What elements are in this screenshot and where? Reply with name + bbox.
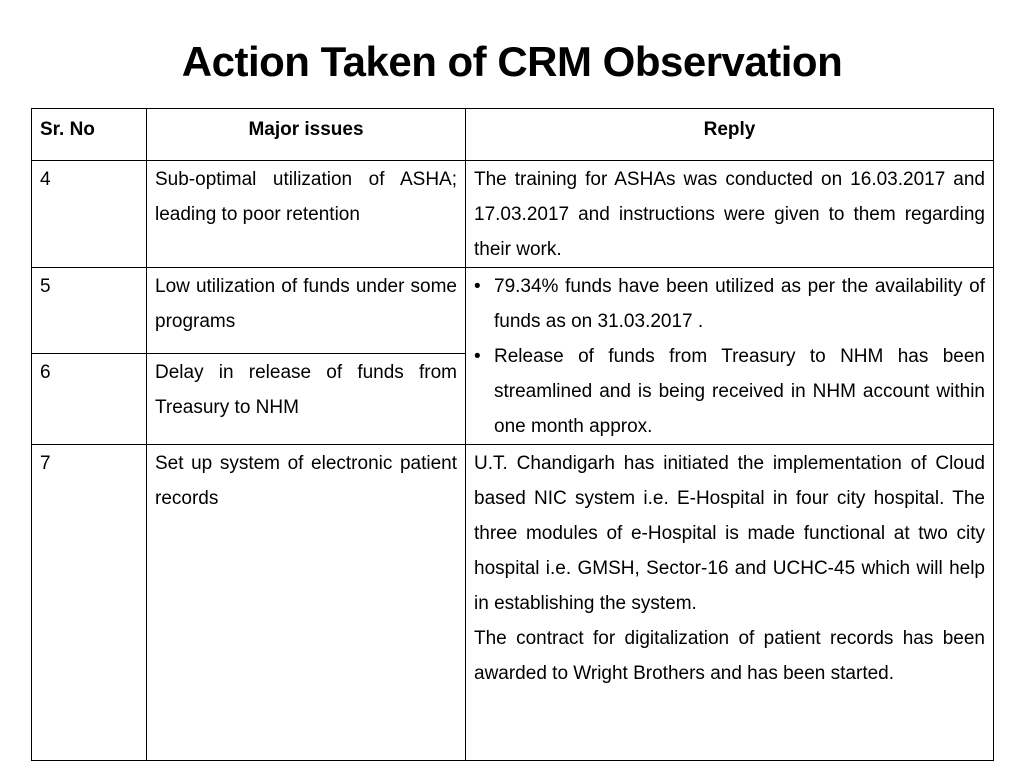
issue-cell: Set up system of electronic patient records	[147, 445, 466, 761]
reply-paragraph: The contract for digitalization of patient records has been awarded to Wright Brothers and has been started.	[474, 628, 985, 684]
header-sr-no: Sr. No	[32, 109, 147, 161]
table-row	[32, 161, 994, 268]
reply-cell	[466, 445, 994, 761]
issue-cell: Sub-optimal utilization of ASHA; leading to poor retention	[147, 161, 466, 268]
merged-reply-cell	[466, 268, 994, 445]
reply-paragraph: U.T. Chandigarh has initiated the implementation of Cloud based NIC system i.e. E-Hospital in four city hospital. The three modules of e-Hospital is made functional at two city hospital i.e. GMSH, Sector-16 and UCHC-45 which will help in establishing the system.	[474, 453, 985, 614]
issue-cell: Low utilization of funds under some programs	[147, 268, 466, 354]
sr-no-cell: 4	[32, 161, 147, 268]
bullet-icon: •	[474, 346, 481, 367]
sr-no-cell: 6	[32, 353, 147, 444]
reply-bullet-text: 79.34% funds have been utilized as per the availability of funds as on 31.03.2017 .	[494, 276, 985, 332]
sr-no-cell: 5	[32, 268, 147, 354]
crm-observation-table	[31, 108, 994, 761]
issue-cell: Delay in release of funds from Treasury to NHM	[147, 353, 466, 444]
header-major-issues: Major issues	[147, 109, 466, 161]
reply-bullet-item	[474, 339, 985, 444]
reply-bullet-list	[474, 269, 985, 444]
table-row	[32, 268, 994, 354]
reply-bullet-item	[474, 269, 985, 339]
table-header-row	[32, 109, 994, 161]
reply-cell: The training for ASHAs was conducted on 16.03.2017 and 17.03.2017 and instructions were given to them regarding their work.	[466, 161, 994, 268]
bullet-icon: •	[474, 276, 481, 297]
sr-no-cell: 7	[32, 445, 147, 761]
page-title: Action Taken of CRM Observation	[181, 38, 843, 85]
table-row	[32, 445, 994, 761]
reply-bullet-text: Release of funds from Treasury to NHM has been streamlined and is being received in NHM account within one month approx.	[494, 346, 985, 437]
header-reply: Reply	[466, 109, 994, 161]
